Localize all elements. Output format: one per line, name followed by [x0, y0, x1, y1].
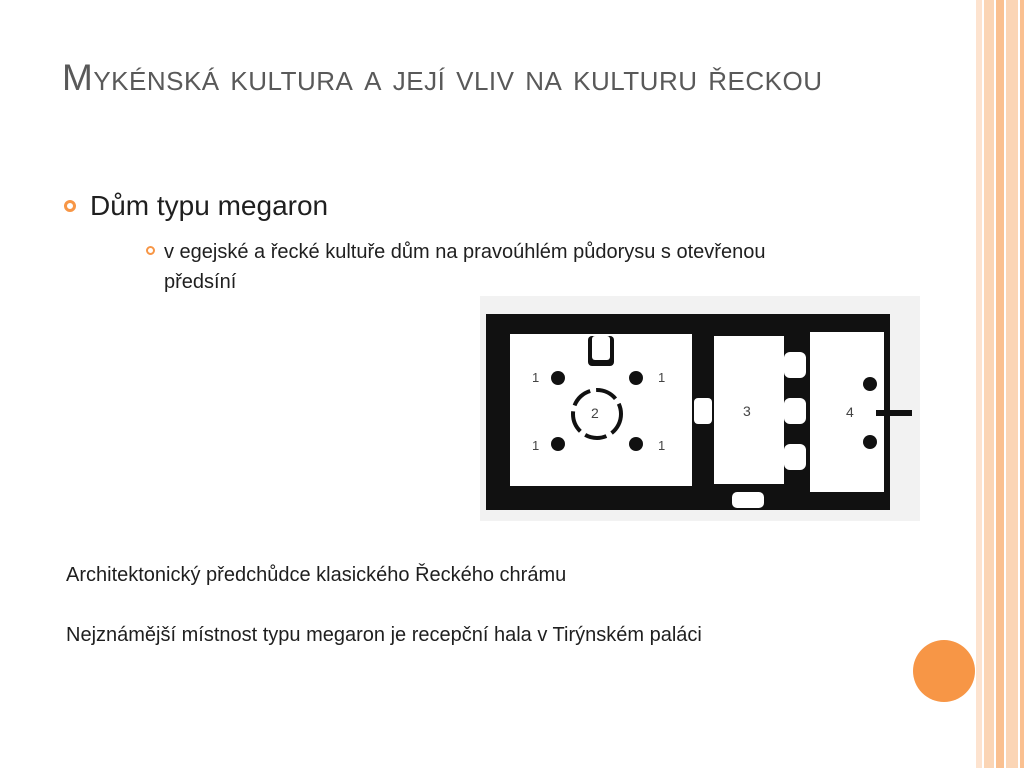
- subbullet-text: v egejské a řecké kultuře dům na pravoúhlém půdorysu s otevřenou předsíní: [164, 241, 766, 293]
- slide-title: Mykénská kultura a její vliv na kulturu řeckou: [62, 57, 823, 98]
- bullet-text: Dům typu megaron: [90, 190, 329, 221]
- hearth-label: 2: [591, 405, 599, 421]
- megaron-floor-plan: [480, 296, 920, 521]
- passage: [784, 352, 806, 378]
- decorative-circle: [913, 640, 975, 702]
- stripe: [976, 0, 982, 768]
- column: [629, 371, 643, 385]
- doorway-inner: [592, 336, 610, 360]
- column: [551, 371, 565, 385]
- column: [551, 437, 565, 451]
- paragraph-tiryns: Nejznámější místnost typu megaron je recepční hala v Tirýnském paláci: [66, 624, 702, 646]
- porch-label: 4: [846, 404, 854, 420]
- column-label: 1: [532, 438, 540, 453]
- passage: [732, 492, 764, 508]
- paragraph-predecessor: Architektonický předchůdce klasického Řeckého chrámu: [66, 564, 567, 586]
- bullet-item: [64, 190, 328, 222]
- vestibule-label: 3: [743, 403, 751, 419]
- passage: [694, 398, 712, 424]
- stripe: [1020, 0, 1024, 768]
- column-label: 1: [532, 370, 540, 385]
- column: [863, 435, 877, 449]
- decorative-stripes: [976, 0, 1024, 768]
- column: [629, 437, 643, 451]
- stripe: [996, 0, 1004, 768]
- stripe: [1006, 0, 1018, 768]
- stripe: [984, 0, 994, 768]
- column-label: 1: [658, 438, 666, 453]
- bullet-ring-icon: [146, 246, 155, 255]
- column-label: 1: [658, 370, 666, 385]
- subbullet-item: [146, 237, 836, 297]
- column: [863, 377, 877, 391]
- entrance-line: [876, 410, 912, 416]
- passage: [784, 444, 806, 470]
- passage: [784, 398, 806, 424]
- bullet-ring-icon: [64, 200, 76, 212]
